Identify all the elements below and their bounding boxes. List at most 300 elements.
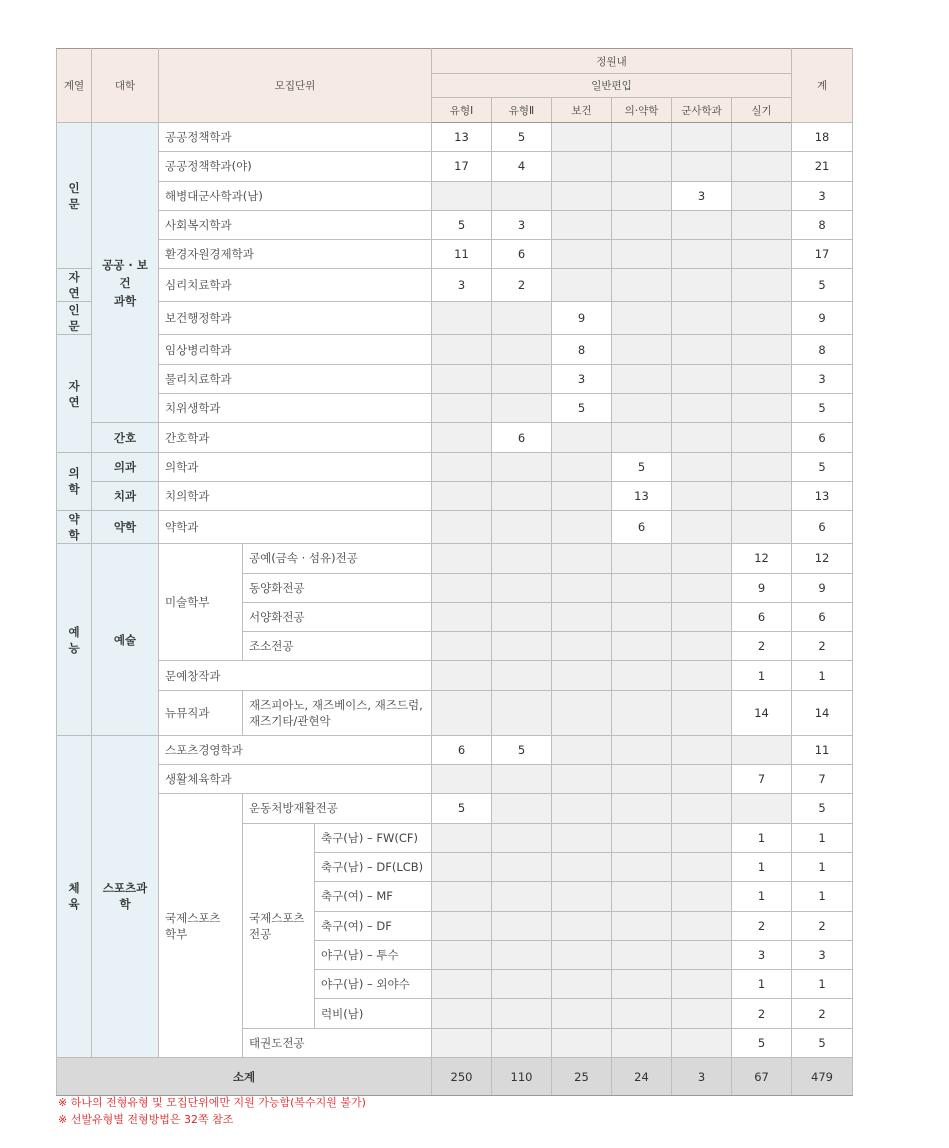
unit-name: 야구(남) – 투수: [315, 940, 432, 969]
cell-military: [672, 1028, 732, 1057]
cell-sum: 9: [792, 302, 853, 335]
cell-type1: [432, 882, 492, 911]
table-row: [57, 423, 853, 452]
header-college: 대학: [92, 49, 159, 123]
cell-health: [552, 423, 612, 452]
cell-practical: 14: [732, 690, 792, 735]
table-row: [57, 210, 853, 239]
cell-military: [672, 423, 732, 452]
cell-type1: [432, 364, 492, 393]
cell-type2: 5: [492, 735, 552, 764]
cell-type1: [432, 573, 492, 602]
cell-military: [672, 765, 732, 794]
cell-type1: [432, 852, 492, 881]
cell-practical: [732, 794, 792, 823]
header-field: 계열: [57, 49, 92, 123]
cell-health: [552, 269, 612, 302]
table-row: [57, 364, 853, 393]
cell-type1: 17: [432, 152, 492, 181]
unit-name: 환경자원경제학과: [159, 240, 432, 269]
cell-medpharm: [612, 765, 672, 794]
group-field: 인문: [57, 123, 92, 269]
cell-type1: [432, 544, 492, 573]
sub-group: 미술학부: [159, 544, 243, 661]
unit-name: 공공정책학과: [159, 123, 432, 152]
cell-practical: [732, 210, 792, 239]
cell-practical: 3: [732, 940, 792, 969]
cell-military: [672, 690, 732, 735]
cell-medpharm: [612, 940, 672, 969]
table-row: [57, 302, 853, 335]
cell-sum: 13: [792, 481, 853, 510]
cell-practical: 2: [732, 632, 792, 661]
cell-health: [552, 911, 612, 940]
cell-sum: 1: [792, 661, 853, 690]
cell-health: [552, 210, 612, 239]
cell-medpharm: [612, 735, 672, 764]
cell-military: [672, 335, 732, 364]
cell-practical: [732, 181, 792, 210]
header-general-transfer: 일반편입: [432, 74, 792, 98]
header-type2: 유형Ⅱ: [492, 98, 552, 123]
cell-practical: 5: [732, 1028, 792, 1057]
group-field: 자연: [57, 335, 92, 452]
cell-health: [552, 181, 612, 210]
cell-military: [672, 823, 732, 852]
sub-major: 국제스포츠 전공: [243, 823, 315, 1028]
cell-practical: 1: [732, 661, 792, 690]
unit-name: 축구(여) – MF: [315, 882, 432, 911]
table-row: [57, 269, 853, 302]
cell-practical: 2: [732, 911, 792, 940]
table-row: [57, 394, 853, 423]
cell-medpharm: [612, 302, 672, 335]
cell-sum: 5: [792, 452, 853, 481]
cell-military: [672, 940, 732, 969]
cell-type2: 3: [492, 210, 552, 239]
cell-practical: [732, 123, 792, 152]
total-type2: 110: [492, 1058, 552, 1096]
cell-type1: 13: [432, 123, 492, 152]
cell-military: [672, 394, 732, 423]
cell-type1: [432, 970, 492, 999]
unit-name: 축구(여) – DF: [315, 911, 432, 940]
unit-name: 서양화전공: [243, 602, 432, 631]
cell-practical: 1: [732, 970, 792, 999]
cell-practical: 9: [732, 573, 792, 602]
table-header: [57, 49, 853, 123]
cell-type1: [432, 999, 492, 1028]
unit-name: 야구(남) – 외야수: [315, 970, 432, 999]
cell-health: [552, 602, 612, 631]
cell-military: [672, 661, 732, 690]
cell-type1: [432, 181, 492, 210]
table-row: [57, 690, 853, 735]
cell-health: [552, 152, 612, 181]
table-row: [57, 452, 853, 481]
sub-group: 뉴뮤직과: [159, 690, 243, 735]
cell-medpharm: [612, 1028, 672, 1057]
cell-type1: [432, 765, 492, 794]
cell-practical: 1: [732, 882, 792, 911]
cell-military: [672, 852, 732, 881]
table-row: [57, 661, 853, 690]
cell-type1: [432, 940, 492, 969]
cell-medpharm: [612, 882, 672, 911]
cell-practical: [732, 152, 792, 181]
group-college: 간호: [92, 423, 159, 452]
admission-quota-table: [56, 48, 853, 1096]
cell-sum: 21: [792, 152, 853, 181]
cell-military: [672, 511, 732, 544]
header-quota-in: 정원내: [432, 49, 792, 74]
group-college: 치과: [92, 481, 159, 510]
cell-military: [672, 544, 732, 573]
cell-military: [672, 911, 732, 940]
group-college: 스포츠과학: [92, 735, 159, 1057]
cell-military: [672, 210, 732, 239]
footnote-selection-method: ※ 선발유형별 전형방법은 32쪽 참조: [58, 1113, 234, 1126]
cell-type2: [492, 1028, 552, 1057]
cell-health: [552, 852, 612, 881]
cell-medpharm: [612, 852, 672, 881]
cell-health: [552, 511, 612, 544]
cell-sum: 7: [792, 765, 853, 794]
unit-name: 축구(남) – FW(CF): [315, 823, 432, 852]
unit-name: 물리치료학과: [159, 364, 432, 393]
cell-medpharm: [612, 602, 672, 631]
cell-type2: 4: [492, 152, 552, 181]
header-unit: 모집단위: [159, 49, 432, 123]
cell-practical: 1: [732, 823, 792, 852]
cell-type1: 6: [432, 735, 492, 764]
cell-type2: [492, 573, 552, 602]
cell-health: [552, 765, 612, 794]
cell-type2: [492, 511, 552, 544]
cell-type2: [492, 882, 552, 911]
cell-practical: 12: [732, 544, 792, 573]
cell-military: [672, 481, 732, 510]
cell-practical: 7: [732, 765, 792, 794]
cell-medpharm: [612, 911, 672, 940]
cell-sum: 9: [792, 573, 853, 602]
cell-practical: [732, 735, 792, 764]
cell-type2: [492, 481, 552, 510]
cell-sum: 5: [792, 1028, 853, 1057]
cell-medpharm: [612, 794, 672, 823]
cell-sum: 1: [792, 882, 853, 911]
cell-type1: [432, 335, 492, 364]
unit-name: 심리치료학과: [159, 269, 432, 302]
table-row: [57, 152, 853, 181]
cell-sum: 11: [792, 735, 853, 764]
cell-practical: [732, 335, 792, 364]
cell-health: [552, 544, 612, 573]
cell-health: [552, 882, 612, 911]
group-college: 의과: [92, 452, 159, 481]
cell-type2: [492, 364, 552, 393]
cell-type2: [492, 999, 552, 1028]
table-row: [57, 511, 853, 544]
cell-sum: 5: [792, 794, 853, 823]
header-practical: 실기: [732, 98, 792, 123]
cell-type1: 11: [432, 240, 492, 269]
cell-type2: [492, 794, 552, 823]
cell-type2: [492, 970, 552, 999]
cell-medpharm: 5: [612, 452, 672, 481]
unit-name: 보건행정학과: [159, 302, 432, 335]
cell-health: [552, 481, 612, 510]
cell-health: [552, 452, 612, 481]
cell-military: [672, 452, 732, 481]
cell-medpharm: [612, 181, 672, 210]
cell-type2: 6: [492, 423, 552, 452]
table-row: [57, 765, 853, 794]
cell-practical: [732, 423, 792, 452]
unit-name: 간호학과: [159, 423, 432, 452]
cell-health: [552, 240, 612, 269]
cell-military: [672, 573, 732, 602]
cell-practical: 1: [732, 852, 792, 881]
unit-name: 임상병리학과: [159, 335, 432, 364]
unit-name: 치위생학과: [159, 394, 432, 423]
cell-sum: 12: [792, 544, 853, 573]
cell-type2: [492, 823, 552, 852]
cell-practical: [732, 240, 792, 269]
total-label: 소계: [57, 1058, 432, 1096]
unit-name: 동양화전공: [243, 573, 432, 602]
cell-medpharm: [612, 544, 672, 573]
cell-type2: [492, 602, 552, 631]
cell-military: [672, 240, 732, 269]
cell-sum: 5: [792, 269, 853, 302]
header-medpharm: 의·약학: [612, 98, 672, 123]
unit-name: 사회복지학과: [159, 210, 432, 239]
cell-type1: [432, 632, 492, 661]
cell-medpharm: 6: [612, 511, 672, 544]
cell-military: [672, 152, 732, 181]
cell-type2: [492, 632, 552, 661]
unit-name: 재즈피아노, 재즈베이스, 재즈드럼, 재즈기타/관현악: [243, 690, 432, 735]
total-medpharm: 24: [612, 1058, 672, 1096]
cell-health: [552, 661, 612, 690]
cell-health: [552, 970, 612, 999]
cell-health: [552, 123, 612, 152]
cell-type2: [492, 394, 552, 423]
cell-military: [672, 970, 732, 999]
table-row: [57, 735, 853, 764]
unit-name: 생활체육학과: [159, 765, 432, 794]
cell-health: [552, 573, 612, 602]
table-row: [57, 240, 853, 269]
cell-health: 9: [552, 302, 612, 335]
total-health: 25: [552, 1058, 612, 1096]
cell-type1: 5: [432, 210, 492, 239]
total-type1: 250: [432, 1058, 492, 1096]
unit-name: 공예(금속 · 섬유)전공: [243, 544, 432, 573]
cell-type1: 3: [432, 269, 492, 302]
group-field: 약학: [57, 511, 92, 544]
cell-practical: [732, 511, 792, 544]
cell-type2: [492, 661, 552, 690]
cell-health: [552, 735, 612, 764]
cell-type2: [492, 765, 552, 794]
unit-name: 스포츠경영학과: [159, 735, 432, 764]
cell-sum: 1: [792, 823, 853, 852]
unit-name: 운동처방재활전공: [243, 794, 432, 823]
cell-type2: [492, 452, 552, 481]
cell-medpharm: [612, 269, 672, 302]
header-type1: 유형Ⅰ: [432, 98, 492, 123]
cell-type1: [432, 394, 492, 423]
cell-military: [672, 794, 732, 823]
cell-type1: [432, 481, 492, 510]
group-college: 약학: [92, 511, 159, 544]
cell-practical: [732, 452, 792, 481]
cell-type1: [432, 823, 492, 852]
cell-type1: [432, 423, 492, 452]
total-military: 3: [672, 1058, 732, 1096]
cell-type1: 5: [432, 794, 492, 823]
cell-type1: [432, 911, 492, 940]
group-field: 체육: [57, 735, 92, 1057]
cell-practical: [732, 364, 792, 393]
cell-type2: [492, 544, 552, 573]
unit-name: 럭비(남): [315, 999, 432, 1028]
unit-name: 해병대군사학과(남): [159, 181, 432, 210]
cell-sum: 3: [792, 364, 853, 393]
cell-sum: 6: [792, 423, 853, 452]
unit-name: 약학과: [159, 511, 432, 544]
cell-medpharm: [612, 423, 672, 452]
cell-health: [552, 690, 612, 735]
cell-military: 3: [672, 181, 732, 210]
cell-type2: [492, 940, 552, 969]
cell-military: [672, 302, 732, 335]
footnotes: [58, 1094, 366, 1128]
group-college: 예술: [92, 544, 159, 735]
cell-practical: 6: [732, 602, 792, 631]
cell-military: [672, 882, 732, 911]
cell-health: [552, 632, 612, 661]
cell-type1: [432, 602, 492, 631]
cell-medpharm: [612, 970, 672, 999]
cell-sum: 2: [792, 632, 853, 661]
cell-health: [552, 940, 612, 969]
cell-military: [672, 735, 732, 764]
unit-name: 의학과: [159, 452, 432, 481]
cell-health: 3: [552, 364, 612, 393]
cell-type1: [432, 661, 492, 690]
cell-type1: [432, 452, 492, 481]
cell-health: 8: [552, 335, 612, 364]
total-practical: 67: [732, 1058, 792, 1096]
cell-sum: 3: [792, 181, 853, 210]
cell-type1: [432, 511, 492, 544]
cell-health: 5: [552, 394, 612, 423]
unit-name: 축구(남) – DF(LCB): [315, 852, 432, 881]
cell-medpharm: [612, 394, 672, 423]
cell-military: [672, 269, 732, 302]
cell-type2: 2: [492, 269, 552, 302]
cell-military: [672, 632, 732, 661]
table-row: [57, 123, 853, 152]
cell-type1: [432, 302, 492, 335]
cell-medpharm: [612, 823, 672, 852]
cell-health: [552, 794, 612, 823]
cell-sum: 1: [792, 852, 853, 881]
cell-sum: 17: [792, 240, 853, 269]
total-sum: 479: [792, 1058, 853, 1096]
cell-military: [672, 364, 732, 393]
unit-name: 공공정책학과(야): [159, 152, 432, 181]
header-sum: 계: [792, 49, 853, 123]
cell-type2: 6: [492, 240, 552, 269]
cell-medpharm: [612, 999, 672, 1028]
cell-sum: 8: [792, 210, 853, 239]
cell-sum: 14: [792, 690, 853, 735]
group-field: 의학: [57, 452, 92, 511]
cell-type2: 5: [492, 123, 552, 152]
cell-type2: [492, 181, 552, 210]
cell-practical: [732, 394, 792, 423]
cell-military: [672, 999, 732, 1028]
cell-medpharm: [612, 364, 672, 393]
unit-name: 태권도전공: [243, 1028, 432, 1057]
cell-sum: 5: [792, 394, 853, 423]
footnote-single-application: ※ 하나의 전형유형 및 모집단위에만 지원 가능함(복수지원 불가): [58, 1096, 366, 1109]
cell-practical: [732, 481, 792, 510]
table-row: [57, 181, 853, 210]
cell-type2: [492, 852, 552, 881]
cell-health: [552, 823, 612, 852]
cell-medpharm: [612, 661, 672, 690]
cell-health: [552, 999, 612, 1028]
cell-type2: [492, 690, 552, 735]
cell-medpharm: [612, 152, 672, 181]
cell-type2: [492, 335, 552, 364]
cell-practical: 2: [732, 999, 792, 1028]
cell-sum: 2: [792, 911, 853, 940]
cell-medpharm: 13: [612, 481, 672, 510]
unit-name: 조소전공: [243, 632, 432, 661]
group-field: 예능: [57, 544, 92, 735]
cell-medpharm: [612, 690, 672, 735]
table-body: [57, 123, 853, 1096]
cell-medpharm: [612, 123, 672, 152]
cell-health: [552, 1028, 612, 1057]
cell-sum: 2: [792, 999, 853, 1028]
cell-military: [672, 123, 732, 152]
group-field: 자연: [57, 269, 92, 302]
cell-practical: [732, 269, 792, 302]
sub-group: 국제스포츠 학부: [159, 794, 243, 1058]
cell-sum: 18: [792, 123, 853, 152]
cell-type1: [432, 690, 492, 735]
table-row: [57, 544, 853, 573]
table-row: [57, 335, 853, 364]
header-military: 군사학과: [672, 98, 732, 123]
cell-sum: 1: [792, 970, 853, 999]
cell-medpharm: [612, 632, 672, 661]
group-college: 공공 · 보건 과학: [92, 123, 159, 423]
cell-medpharm: [612, 573, 672, 602]
cell-sum: 6: [792, 511, 853, 544]
cell-type2: [492, 302, 552, 335]
table-row: [57, 794, 853, 823]
total-row: [57, 1058, 853, 1096]
cell-type1: [432, 1028, 492, 1057]
